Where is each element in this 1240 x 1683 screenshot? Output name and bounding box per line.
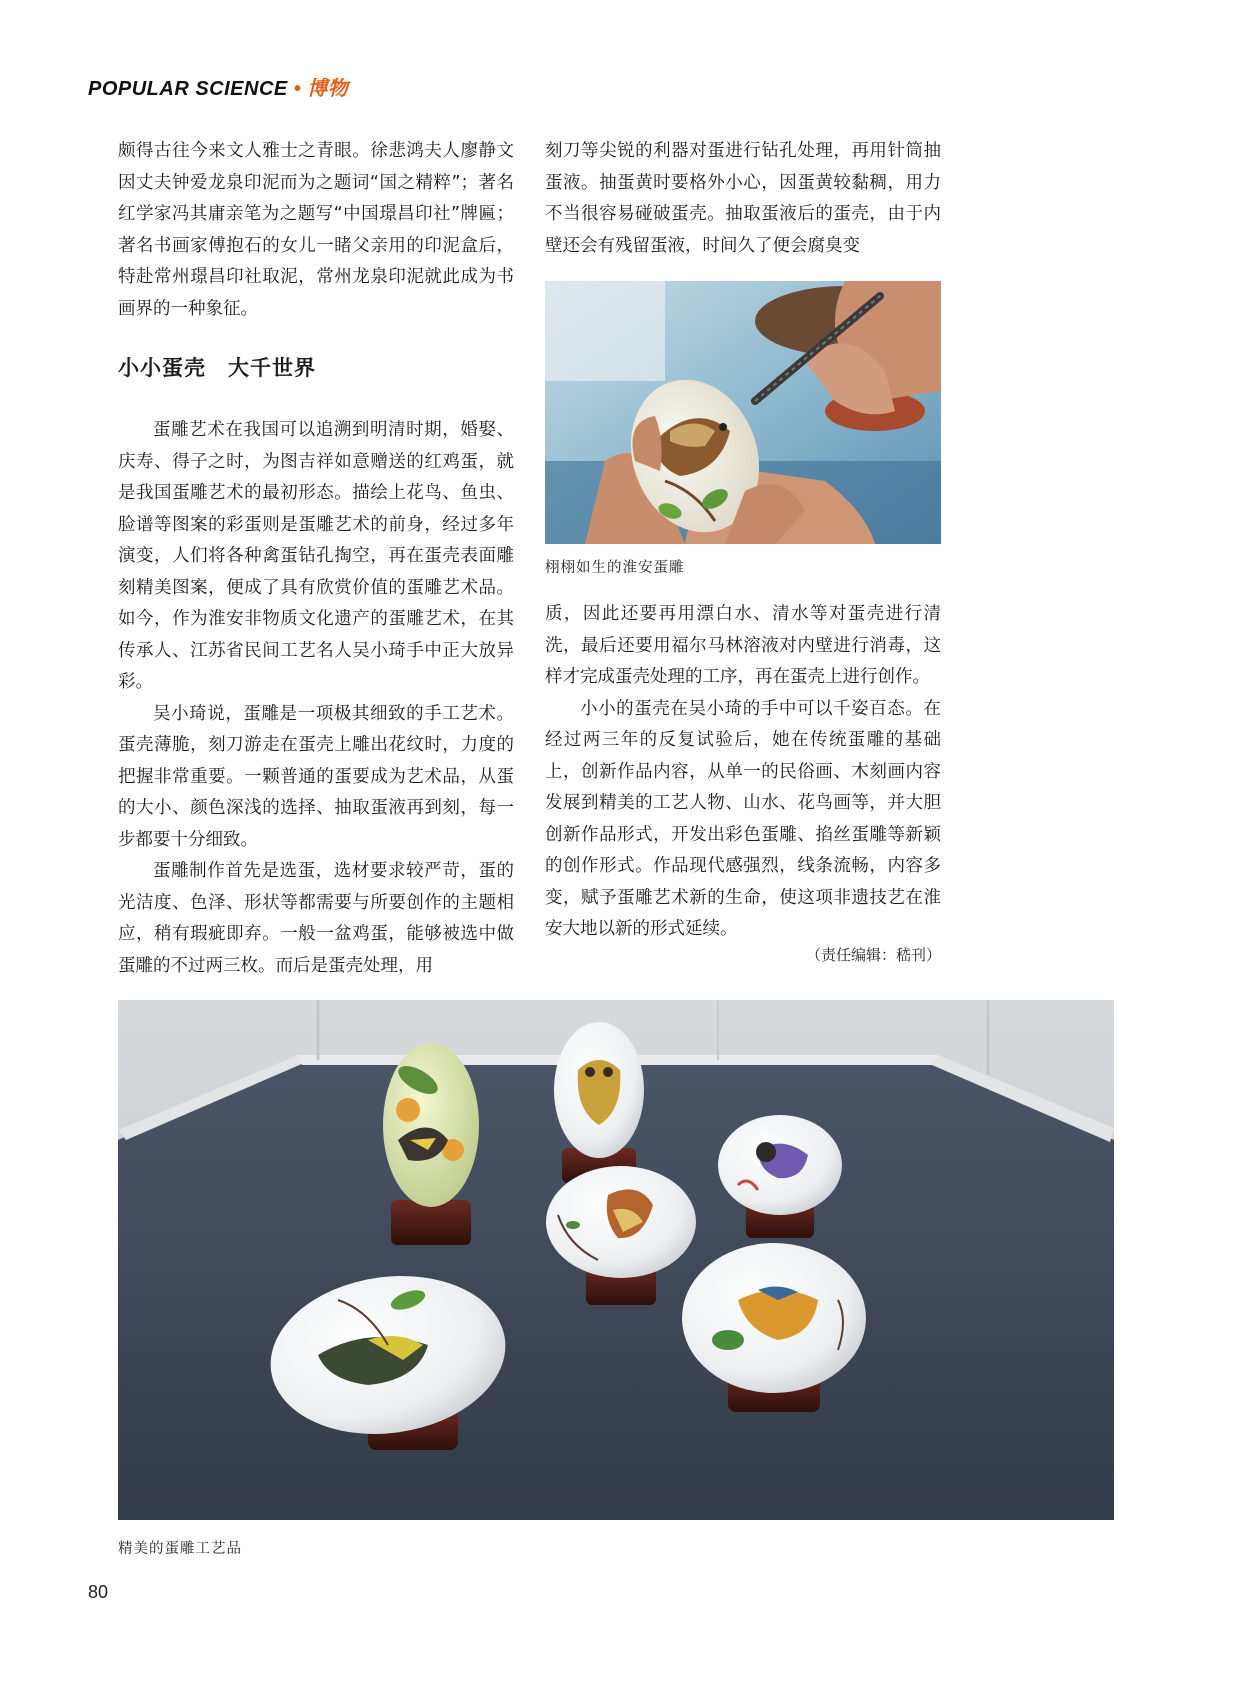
section-name: 博物 <box>307 78 349 100</box>
left-column <box>118 136 514 325</box>
right-top-paragraph: 刻刀等尖锐的利器对蛋进行钻孔处理，再用针筒抽蛋液。抽蛋黄时要格外小心，因蛋黄较黏稠，用力不当很容易碰破蛋壳。抽取蛋液后的蛋壳，由于内壁还会有残留蛋液，时间久了便会腐臭变 <box>545 141 941 256</box>
intro-paragraph: 颇得古往今来文人雅士之青眼。徐悲鸿夫人廖静文因丈夫钟爱龙泉印泥而为之题词“国之精粹”；著名红学家冯其庸亲笔为之题写“中国璟昌印社”牌匾；著名书画家傅抱石的女儿一睹父亲用的印泥盒后，特赴常州璟昌印社取泥，常州龙泉印泥就此成为书画界的一种象征。 <box>118 141 514 319</box>
editor-credit: （责任编辑：嵇刊） <box>805 946 941 964</box>
section-subheading: 小小蛋壳 大千世界 <box>118 356 316 380</box>
body-paragraph-3: 蛋雕制作首先是选蛋，选材要求较严苛，蛋的光洁度、色泽、形状等都需要与所要创作的主题相应，稍有瑕疵即弃。一般一盆鸡蛋，能够被选中做蛋雕的不过两三枚。而后是蛋壳处理，用 <box>118 861 514 976</box>
final-paragraph: 小小的蛋壳在吴小琦的手中可以千姿百态。在经过两三年的反复试验后，她在传统蛋雕的基础上，创新作品内容，从单一的民俗画、木刻画内容发展到精美的工艺人物、山水、花鸟画等，并大胆创新作品形式，开发出彩色蛋雕、掐丝蛋雕等新颖的创作形式。作品现代感强烈，线条流畅，内容多变，赋予蛋雕艺术新的生命，使这项非遗技艺在淮安大地以新的形式延续。 <box>545 698 941 939</box>
top-photo-caption: 栩栩如生的淮安蛋雕 <box>545 560 685 576</box>
egg-display-photo <box>118 1000 1114 1520</box>
right-column-bottom <box>545 599 941 946</box>
left-column-body <box>118 415 514 982</box>
body-paragraph-2: 吴小琦说，蛋雕是一项极其细致的手工艺术。蛋壳薄脆，刻刀游走在蛋壳上雕出花纹时，力度的把握非常重要。一颗普通的蛋要成为艺术品，从蛋的大小、颜色深浅的选择、抽取蛋液再到刻，每一步都要十分细致。 <box>118 703 514 850</box>
page-number: 80 <box>88 1582 109 1602</box>
bottom-photo-caption: 精美的蛋雕工艺品 <box>118 1541 242 1557</box>
body-paragraph-1: 蛋雕艺术在我国可以追溯到明清时期，婚娶、庆寿、得子之时，为图吉祥如意赠送的红鸡蛋，就是我国蛋雕艺术的最初形态。描绘上花鸟、鱼虫、脸谱等图案的彩蛋则是蛋雕艺术的前身，经过多年演变，人们将各种禽蛋钻孔掏空，再在蛋壳表面雕刻精美图案，便成了具有欣赏价值的蛋雕艺术品。如今，作为淮安非物质文化遗产的蛋雕艺术，在其传承人、江苏省民间工艺名人吴小琦手中正大放异彩。 <box>118 420 514 692</box>
egg-carving-photo <box>545 281 941 544</box>
continuation-paragraph: 质，因此还要再用漂白水、清水等对蛋壳进行清洗，最后还要用福尔马林溶液对内壁进行消毒，这样才完成蛋壳处理的工序，再在蛋壳上进行创作。 <box>545 604 941 687</box>
magazine-brand: POPULAR SCIENCE <box>88 78 288 100</box>
right-column-top <box>545 136 941 262</box>
magazine-header <box>88 72 348 101</box>
header-separator: • <box>293 78 302 100</box>
